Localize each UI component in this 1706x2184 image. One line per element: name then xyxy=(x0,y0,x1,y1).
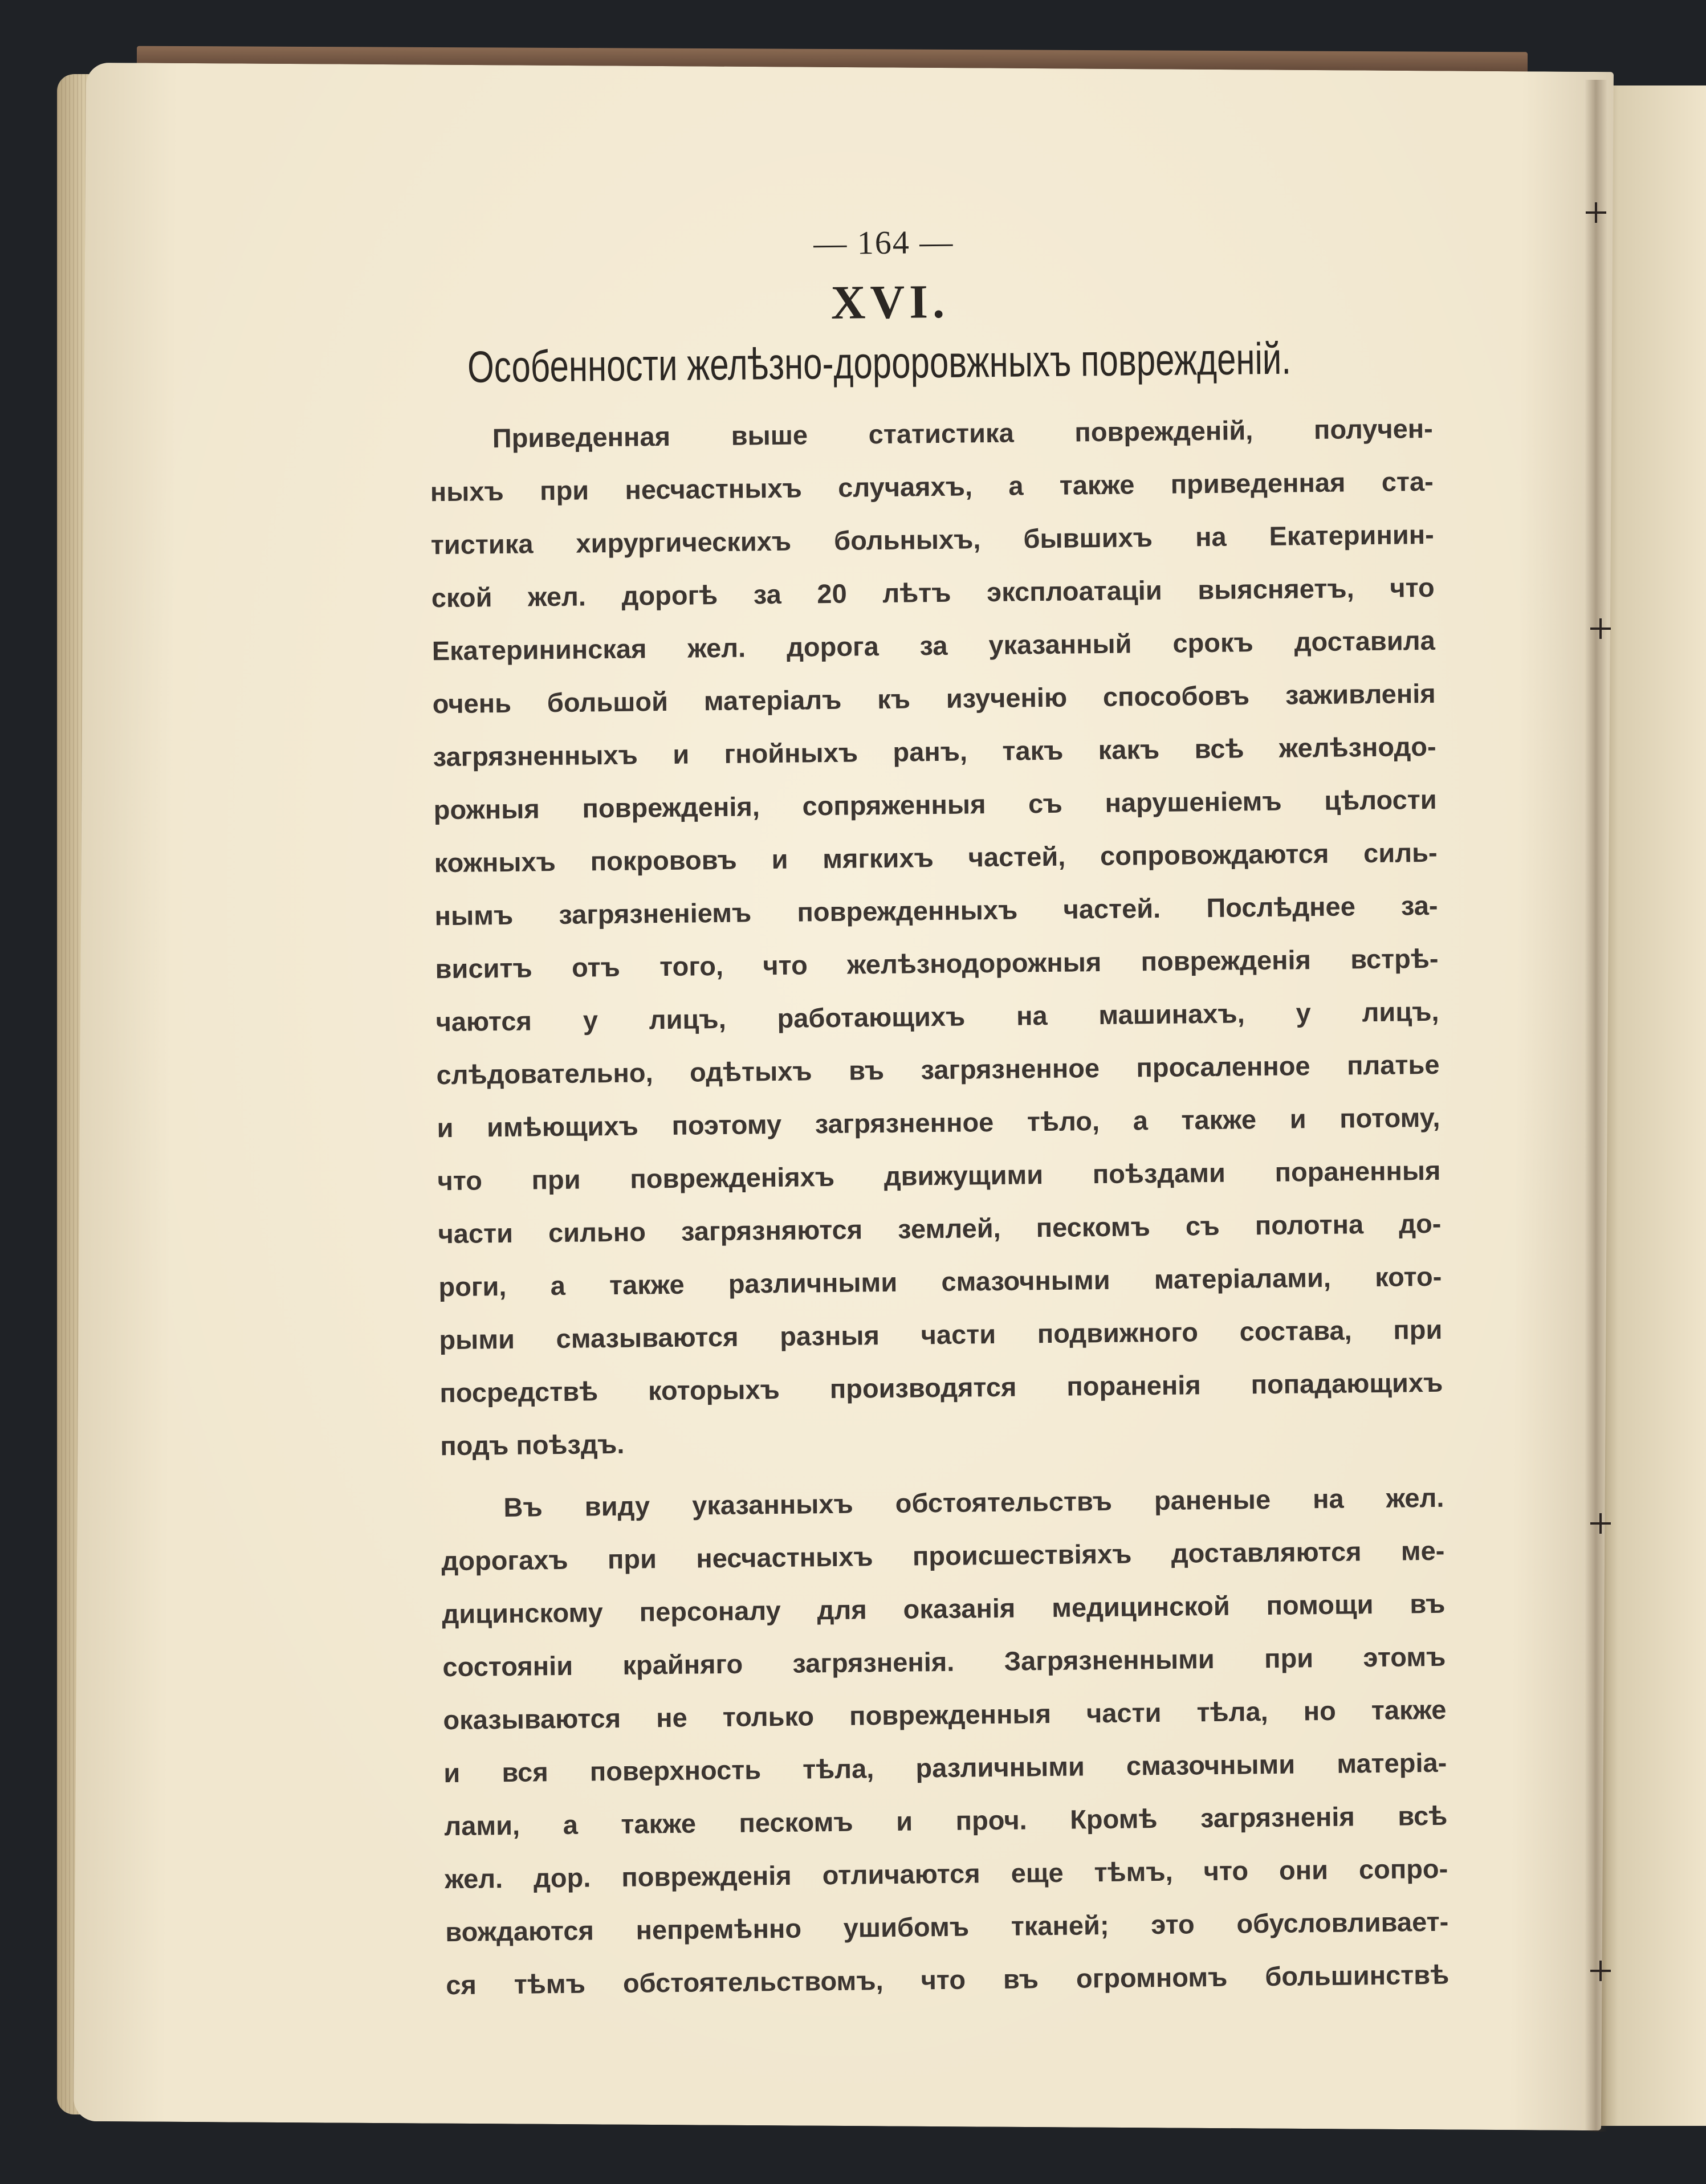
text-line: Въ виду указанныхъ обстоятельствъ раненые на жел. xyxy=(503,1482,1444,1523)
paragraph-1 xyxy=(430,402,1460,1472)
text-line: виситъ отъ того, что желѣзнодорожныя поврежденія встрѣ- xyxy=(435,943,1439,984)
text-line: посредствѣ которыхъ производятся пораненія попадающихъ xyxy=(439,1367,1443,1408)
text-line: оказываются не только поврежденныя части тѣла, но также xyxy=(443,1694,1447,1735)
binding-stitch xyxy=(1586,202,1606,223)
text-line: и вся поверхность тѣла, различными смазочными матеріа- xyxy=(443,1747,1447,1788)
text-line: ся тѣмъ обстоятельствомъ, что въ огромномъ большинствѣ xyxy=(446,1959,1450,2000)
text-line: нымъ загрязненіемъ поврежденныхъ частей. Послѣднее за- xyxy=(434,890,1438,931)
section-number: XVI. xyxy=(830,275,950,329)
text-line: загрязненныхъ и гнойныхъ ранъ, такъ какъ всѣ желѣзнодо- xyxy=(433,731,1436,772)
text-line: части сильно загрязняются землей, пескомъ съ полотна до- xyxy=(438,1208,1442,1249)
text-line: и имѣющихъ поэтому загрязненное тѣло, а также и потому, xyxy=(437,1102,1440,1143)
text-line: слѣдовательно, одѣтыхъ въ загрязненное просаленное платье xyxy=(436,1049,1440,1090)
text-line: Приведенная выше статистика поврежденій, получен- xyxy=(492,413,1434,454)
text-line: чаются у лицъ, работающихъ на машинахъ, у лицъ, xyxy=(435,996,1439,1037)
text-line: Екатерининская жел. дорога за указанный срокъ доставила xyxy=(431,625,1435,666)
binding-stitch xyxy=(1590,1513,1611,1534)
binding-stitch xyxy=(1590,1961,1611,1981)
section-title: Особенности желѣзно-дороровжныхъ поврежденій. xyxy=(467,333,1292,392)
text-line: роги, а также различными смазочными матеріалами, кото- xyxy=(438,1261,1442,1302)
binding-stitch xyxy=(1590,618,1611,639)
text-line: дицинскому персоналу для оказанія медицинской помощи въ xyxy=(442,1588,1446,1629)
page-number: — 164 — xyxy=(813,223,954,262)
text-line: дорогахъ при несчастныхъ происшествіяхъ доставляются ме- xyxy=(441,1535,1445,1576)
text-line: рыми смазываются разныя части подвижного состава, при xyxy=(439,1314,1443,1355)
next-page-edge xyxy=(1596,85,1706,2126)
text-line: ныхъ при несчастныхъ случаяхъ, а также приведенная ста- xyxy=(430,466,1434,507)
text-line: состояніи крайняго загрязненія. Загрязненными при этомъ xyxy=(442,1641,1446,1682)
text-line: что при поврежденіяхъ движущими поѣздами пораненныя xyxy=(437,1155,1441,1196)
paragraph-2 xyxy=(441,1470,1467,2011)
text-line: тистика хирургическихъ больныхъ, бывшихъ на Екатеринин- xyxy=(430,519,1434,560)
text-line: вождаются непремѣнно ушибомъ тканей; это обусловливает- xyxy=(445,1906,1449,1947)
gutter-shadow xyxy=(1585,80,1607,2132)
text-line: жел. дор. поврежденія отличаются еще тѣмъ, что они сопро- xyxy=(445,1853,1448,1894)
page-content xyxy=(430,218,1467,2011)
text-line: очень большой матеріалъ къ изученію способовъ заживленія xyxy=(432,678,1436,719)
text-line: рожныя поврежденія, сопряженныя съ нарушеніемъ цѣлости xyxy=(433,784,1437,825)
text-line: кожныхъ покрововъ и мягкихъ частей, сопровождаются силь- xyxy=(434,837,1438,878)
text-line: подъ поѣздъ. xyxy=(440,1428,625,1461)
text-line: ской жел. дорогѣ за 20 лѣтъ эксплоатаціи выясняетъ, что xyxy=(431,572,1435,613)
text-line: лами, а также пескомъ и проч. Кромѣ загрязненія всѣ xyxy=(444,1800,1448,1841)
